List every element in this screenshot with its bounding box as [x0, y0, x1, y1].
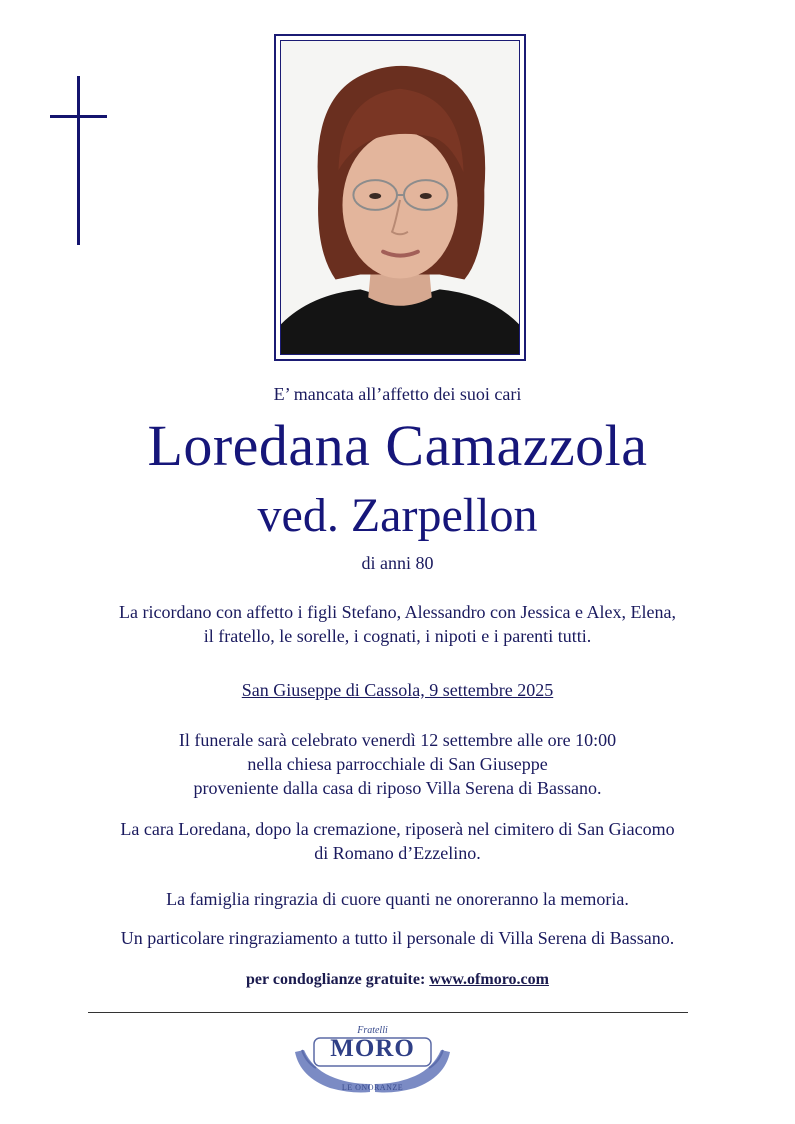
logo-fratelli: Fratelli [357, 1025, 388, 1036]
staff-thanks: Un particolare ringraziamento a tutto il personale di Villa Serena di Bassano. [120, 928, 675, 948]
relatives-line-2: il fratello, le sorelle, i cognati, i nipoti e i parenti tutti. [203, 626, 592, 646]
relatives-paragraph [0, 600, 795, 648]
logo-brand: MORO [330, 1035, 415, 1062]
cremation-line-2: di Romano d’Ezzelino. [314, 843, 481, 863]
portrait-frame [274, 34, 526, 361]
funeral-line-2: nella chiesa parrocchiale di San Giuseppe [247, 754, 548, 774]
logo-subtitle: LE ONORANZE [341, 1083, 404, 1092]
family-thanks: La famiglia ringrazia di cuore quanti ne onoreranno la memoria. [166, 889, 629, 909]
cremation-line-1: La cara Loredana, dopo la cremazione, riposerà nel cimitero di San Giacomo [120, 819, 675, 839]
relatives-line-1: La ricordano con affetto i figli Stefano, Alessandro con Jessica e Alex, Elena, [119, 602, 676, 622]
funeral-line-1: Il funerale sarà celebrato venerdì 12 settembre alle ore 10:00 [178, 730, 617, 750]
cross-horizontal [50, 115, 107, 118]
intro-text: E’ mancata all’affetto dei suoi cari [273, 384, 522, 404]
company-logo [290, 1022, 455, 1102]
funeral-line-3: proveniente dalla casa di riposo Villa Serena di Bassano. [193, 778, 602, 798]
cremation-paragraph [0, 817, 795, 865]
deceased-name: Loredana Camazzola [147, 413, 648, 478]
divider-line [88, 1012, 688, 1013]
married-name: ved. Zarpellon [257, 489, 538, 542]
condolences-label: per condoglianze gratuite: [246, 971, 426, 988]
age-text: di anni 80 [361, 553, 434, 573]
place-date [0, 678, 795, 702]
place-date-text: San Giuseppe di Cassola, 9 settembre 2025 [241, 680, 554, 700]
condolences-link[interactable]: www.ofmoro.com [429, 971, 549, 988]
funeral-paragraph [0, 728, 795, 800]
condolences-line [0, 968, 795, 992]
cross-vertical [77, 76, 80, 245]
portrait-photo [280, 40, 520, 355]
